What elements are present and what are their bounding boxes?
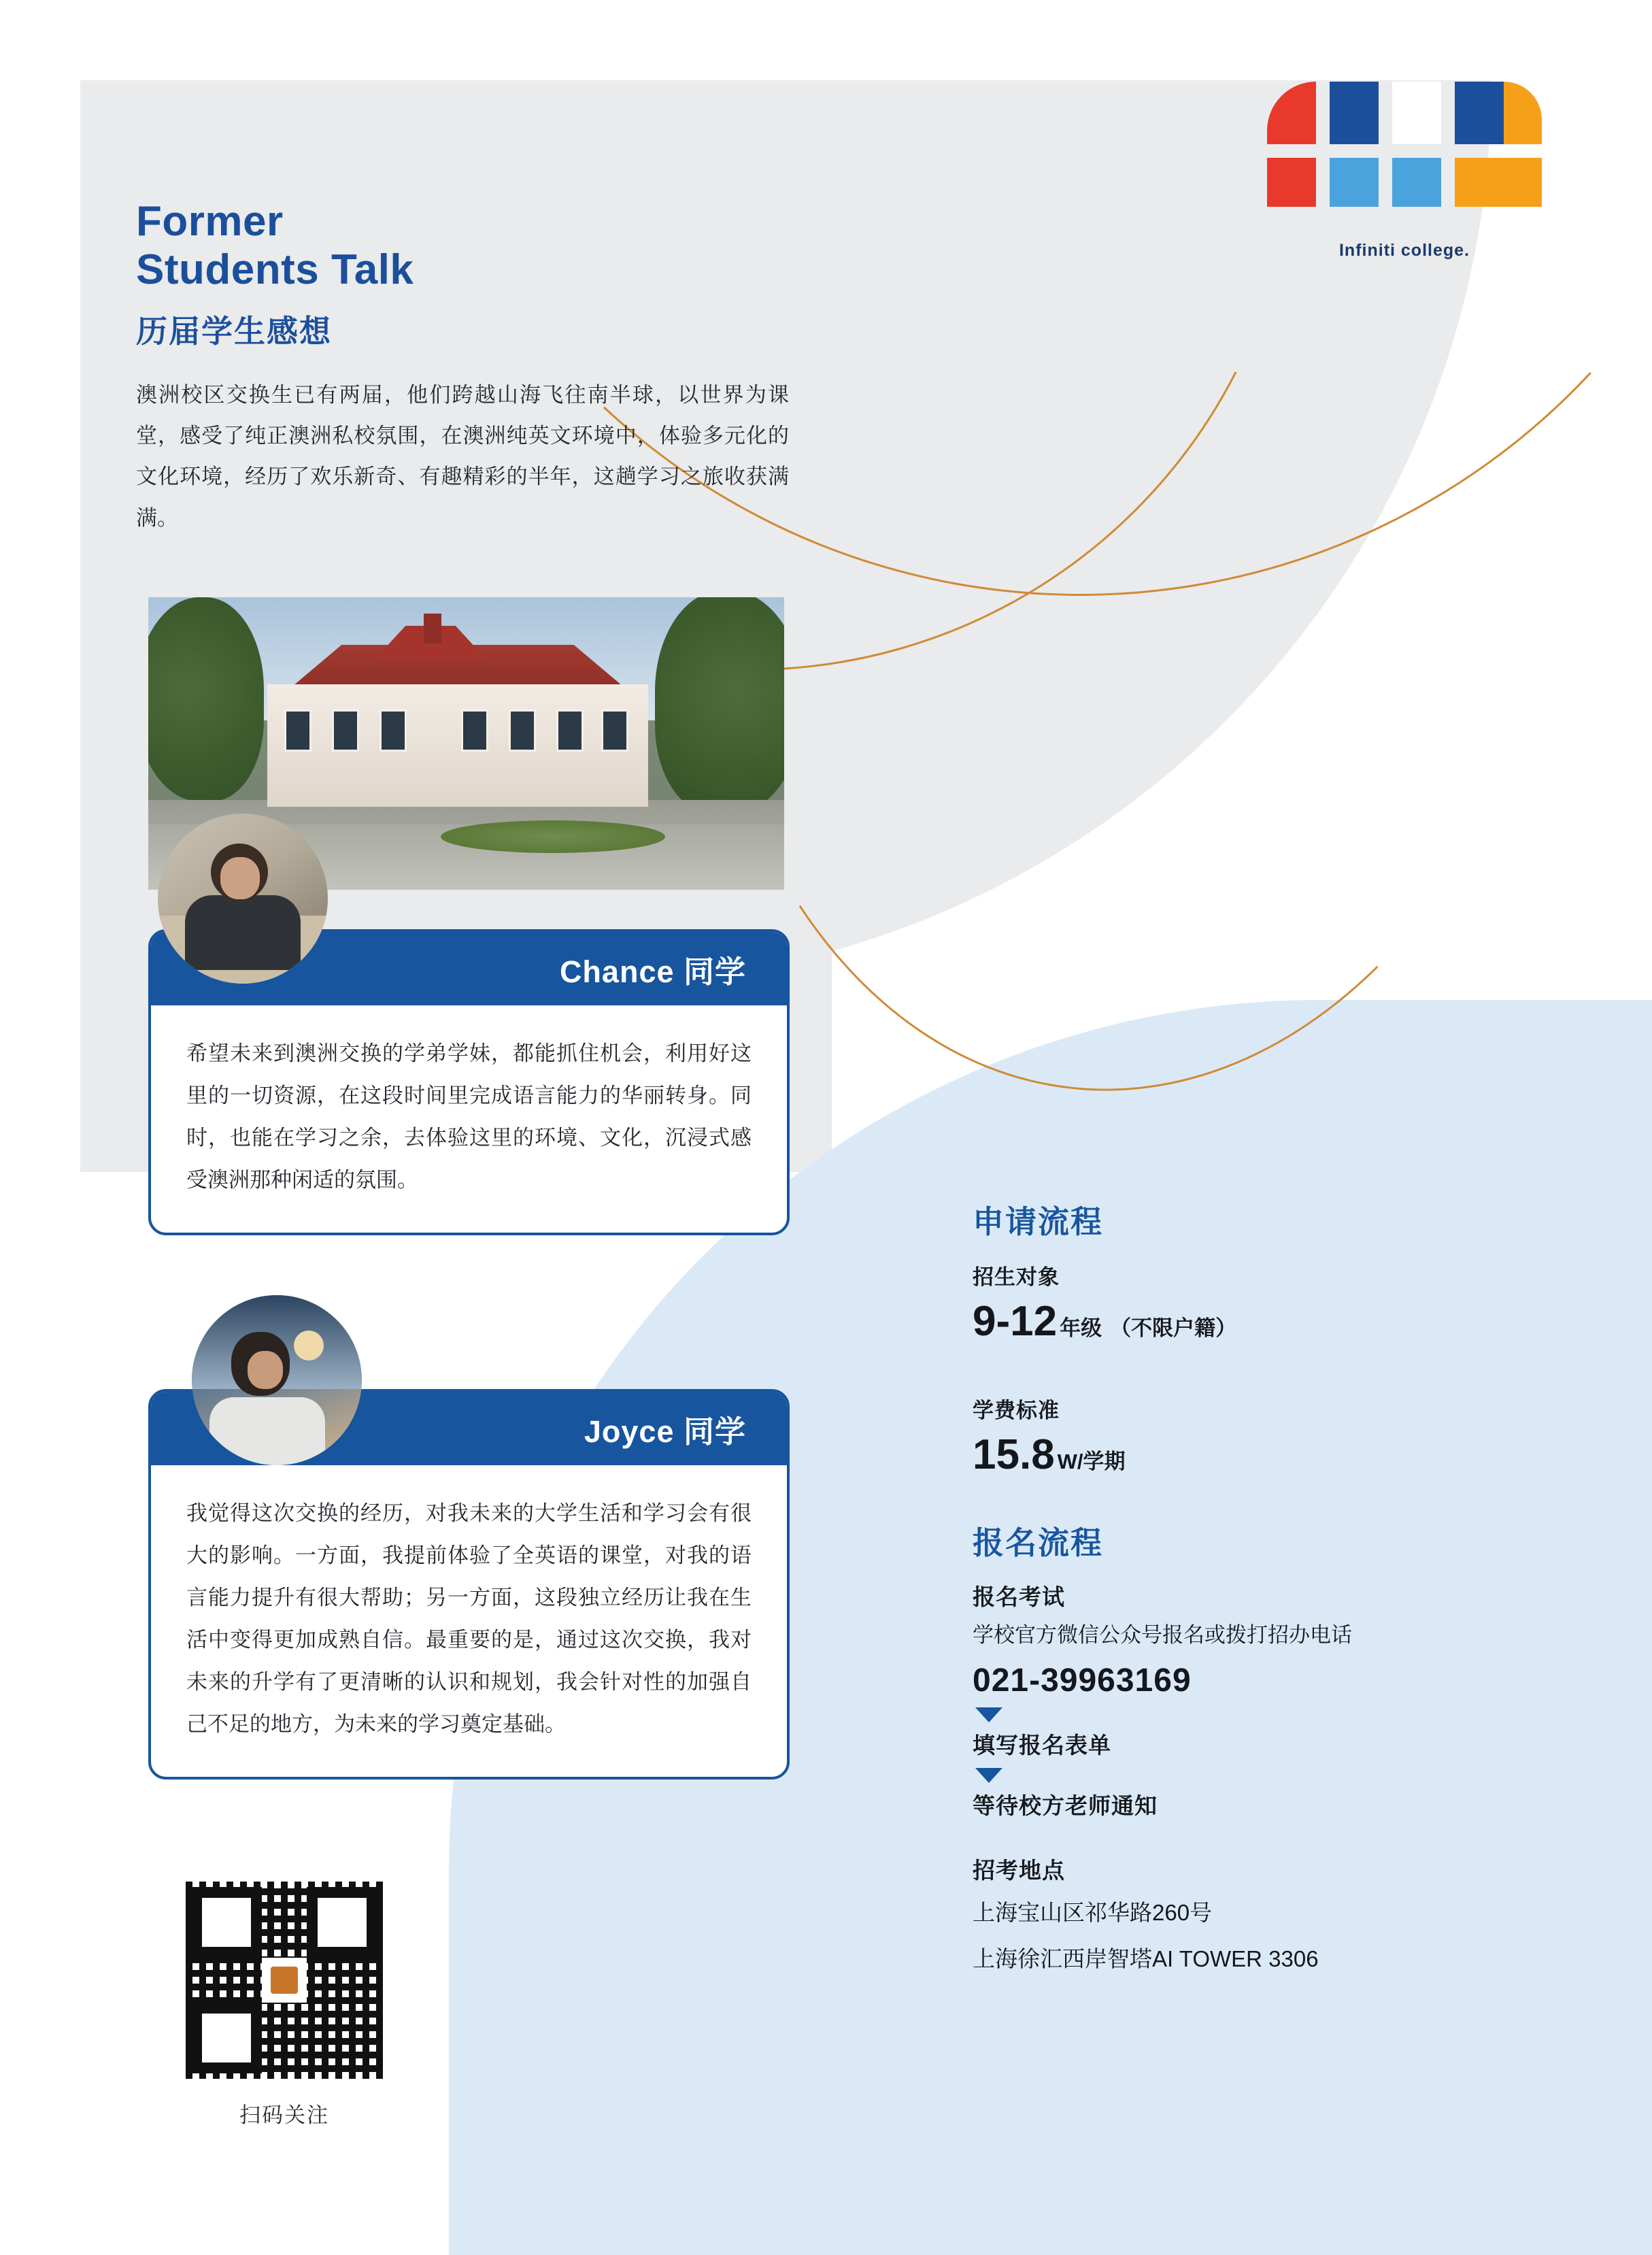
page-title-en-line1: Former [136, 198, 284, 245]
apply-heading: 申请流程 [973, 1204, 1103, 1239]
address-line-1: 上海宝山区祁华路260号 [973, 1899, 1213, 1925]
header-block [136, 197, 816, 539]
enroll-step1-title: 报名考试 [973, 1584, 1065, 1609]
apply-fee-value-row [973, 1431, 1571, 1479]
apply-target-value: 9-12 [973, 1298, 1058, 1345]
apply-fee-value: 15.8 [973, 1431, 1055, 1478]
testimonial-text: 希望未来到澳洲交换的学弟学妹，都能抓住机会，利用好这里的一切资源，在这段时间里完成语言能力的华丽转身。同时，也能在学习之余，去体验这里的环境、文化，沉浸式感受澳洲那种闲适的氛围。 [186, 1041, 752, 1192]
apply-target-note: （不限户籍） [1110, 1316, 1237, 1340]
arrow-down-icon [975, 1768, 1002, 1783]
testimonial-name: Chance 同学 [559, 954, 746, 989]
apply-fee-label: 学费标准 [973, 1399, 1060, 1422]
testimonial-text: 我觉得这次交换的经历，对我未来的大学生活和学习会有很大的影响。一方面，我提前体验了全英语的课堂，对我的语言能力提升有很大帮助；另一方面，这段独立经历让我在生活中变得更加成熟自信。最重要的是，通过这次交换，我对未来的升学有了更清晰的认识和规划，我会针对性的加强自己不足的地方，为未来的学习奠定基础。 [186, 1501, 752, 1736]
logo-mark-icon [1267, 82, 1543, 231]
apply-target-label: 招生对象 [973, 1265, 1060, 1289]
brand-logo [1262, 82, 1547, 261]
enroll-heading: 报名流程 [973, 1525, 1103, 1560]
apply-target-value-suffix: 年级 [1060, 1316, 1102, 1340]
page-title-en-line2: Students Talk [136, 246, 414, 294]
intro-paragraph: 澳洲校区交换生已有两届，他们跨越山海飞往南半球，以世界为课堂，感受了纯正澳洲私校氛围，在澳洲纯英文环境中，体验多元化的文化环境，经历了欢乐新奇、有趣精彩的半年，这趟学习之旅收获满满。 [136, 382, 789, 530]
apply-target-value-row [973, 1297, 1571, 1346]
apply-fee-suffix: W/学期 [1057, 1450, 1126, 1473]
qr-code-icon[interactable] [182, 1877, 387, 2083]
avatar [158, 814, 328, 984]
avatar [192, 1295, 362, 1465]
page-title-cn: 历届学生感想 [136, 313, 332, 349]
address-title: 招考地点 [973, 1857, 1065, 1883]
page-title-en [136, 197, 816, 295]
logo-wordmark: Infiniti college. [1338, 241, 1470, 260]
address-line-2: 上海徐汇西岸智塔AI TOWER 3306 [973, 1946, 1319, 1972]
arrow-down-icon [975, 1707, 1002, 1722]
enroll-step1-desc: 学校官方微信公众号报名或拨打招办电话 [973, 1623, 1352, 1647]
enroll-phone[interactable]: 021-39963169 [973, 1662, 1192, 1699]
qr-caption: 扫码关注 [239, 2103, 329, 2127]
testimonial-name: Joyce 同学 [584, 1414, 746, 1449]
application-info-panel [973, 1197, 1571, 1977]
qr-block [175, 1877, 393, 2128]
enroll-step3-title: 等待校方老师通知 [973, 1792, 1158, 1818]
enroll-step2-title: 填写报名表单 [973, 1732, 1111, 1758]
